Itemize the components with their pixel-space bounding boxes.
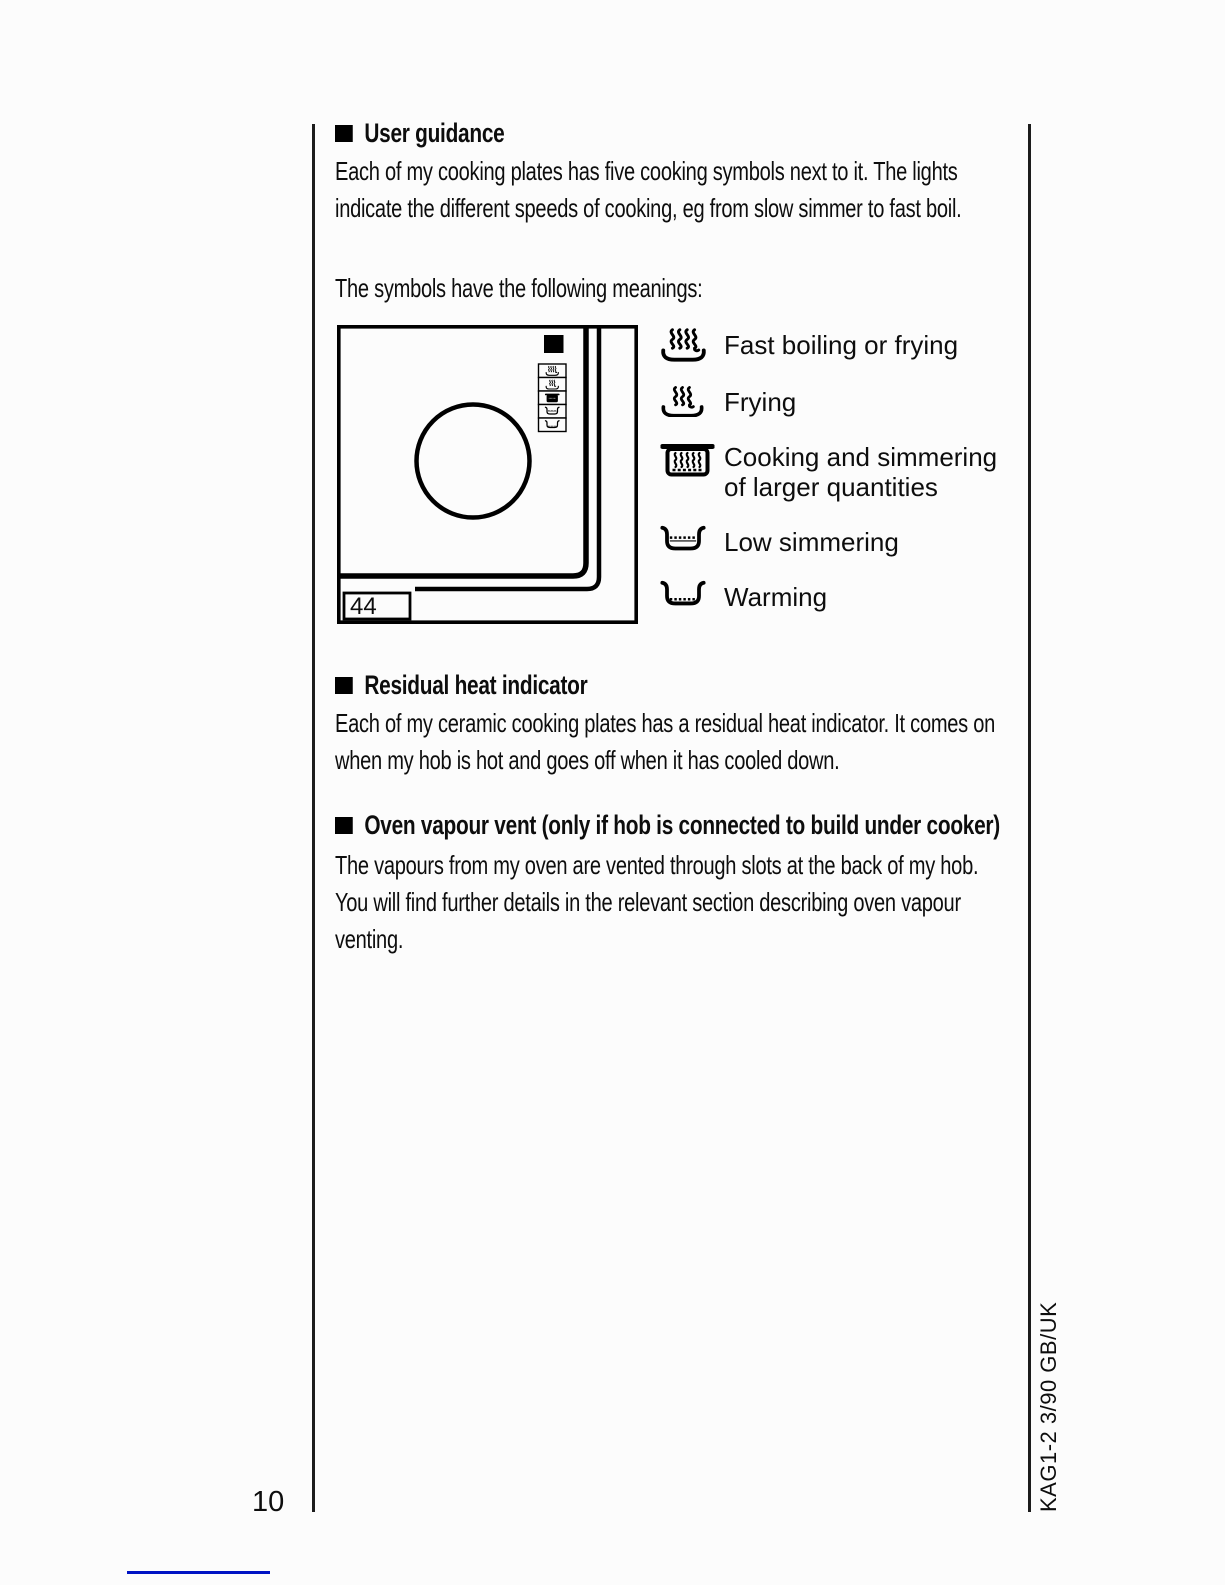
oven-vapour-title: Oven vapour vent (only if hob is connected to build under cooker) [364,810,1000,840]
symbol-legend [660,325,1024,624]
user-guidance-paragraph: Each of my cooking plates has five cooking symbols next to it. The lights indicate the different speeds of cooking, eg from slow simmer to fast boil. [335,156,962,223]
residual-heat-paragraph: Each of my ceramic cooking plates has a residual heat indicator. It comes on when my hob is hot and goes off when it has cooled down. [335,708,996,775]
square-bullet-icon [335,125,353,142]
left-margin-rule [312,124,315,1512]
legend-label: Fast boiling or frying [724,330,959,360]
oven-vapour-heading [335,807,1014,843]
legend-label: Low simmering [724,527,899,557]
legend-row [660,384,1024,417]
warming-icon [660,579,724,611]
plate-label: 44 [350,593,377,620]
legend-label: Cooking and simmering of larger quantities [724,442,998,502]
content-column [335,116,1030,958]
legend-row [660,579,1024,612]
residual-heat-indicator-square [544,335,564,353]
residual-heat-title: Residual heat indicator [364,670,588,700]
residual-heat-heading [335,668,1014,702]
legend-row [660,439,1024,502]
symbols-intro-line: The symbols have the following meanings: [335,273,703,303]
strip-cooking-simmering-icon [546,394,559,401]
section-user-guidance [335,116,1030,307]
legend-label: Warming [724,582,828,612]
user-guidance-title: User guidance [364,118,505,148]
legend-label: Frying [724,387,797,417]
square-bullet-icon [335,817,353,834]
hob-figure [337,325,1030,624]
cooking-simmering-icon [660,439,724,479]
oven-vapour-paragraph: The vapours from my oven are vented through slots at the back of my hob. You will find further details in the relevant section describing oven vapour venting. [335,850,979,954]
hob-diagram [337,325,638,624]
section-oven-vapour-vent [335,807,1030,958]
symbol-strip [539,364,567,432]
square-bullet-icon [335,677,353,694]
page-number: 10 [252,1486,285,1518]
scan-artifact-line [127,1571,270,1574]
low-simmering-icon [660,524,724,556]
section-residual-heat [335,668,1030,779]
legend-row [660,327,1024,362]
legend-row [660,524,1024,557]
frying-icon [660,384,724,417]
fast-boiling-icon [660,327,724,362]
user-guidance-heading [335,116,1014,150]
print-code: KAG1-2 3/90 GB/UK [1036,1301,1061,1512]
